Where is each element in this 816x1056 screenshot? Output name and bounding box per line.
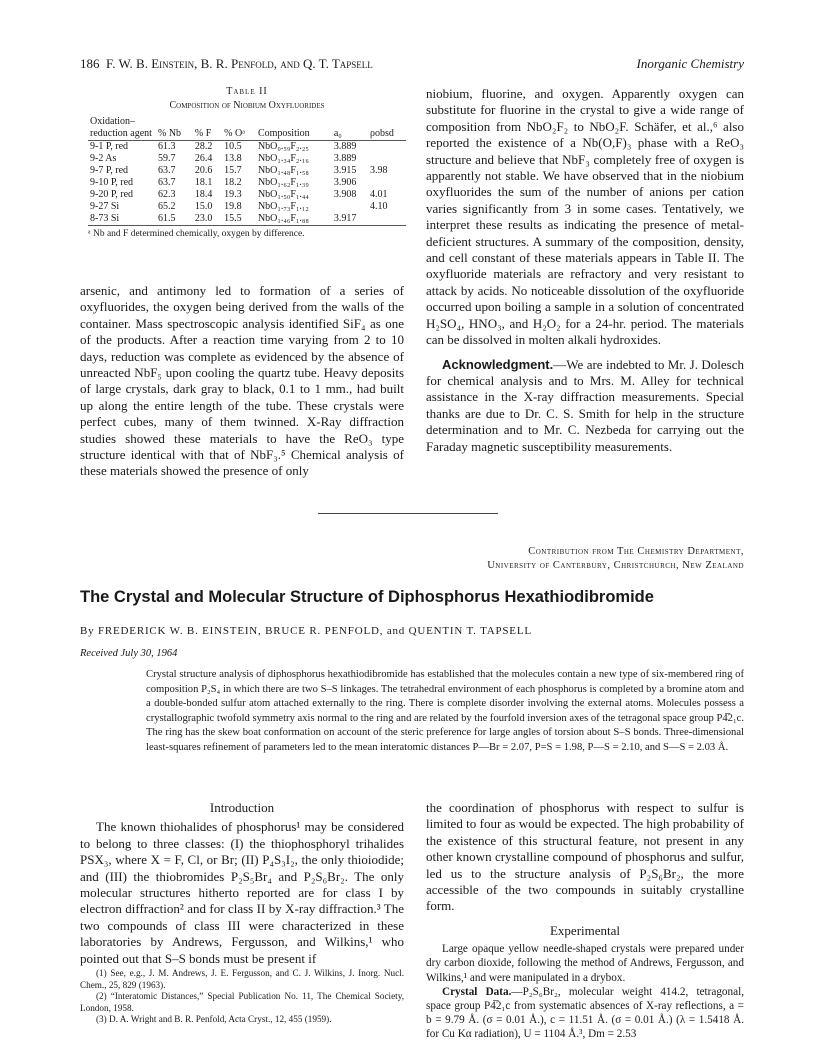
table-cell: 61.3 (158, 141, 176, 152)
footnote: (3) D. A. Wright and B. R. Penfold, Acta Cryst., 12, 455 (1959). (96, 1014, 332, 1025)
contribution-note (487, 545, 744, 573)
table-cell (332, 201, 368, 213)
left-column-bottom (80, 800, 404, 1026)
article-title: The Crystal and Molecular Structure of Diphosphorus Hexathiodibromide (80, 588, 654, 606)
table-cell: 3.98 (369, 165, 388, 176)
paragraph: niobium, fluorine, and oxygen. Apparently oxygen can substitute for fluorine in the crystal to give a wide range of composition from NbO₂F₂ to NbO₂F. Schäfer, et al.,⁶ also reported the existence of a Nb(O,F)₃ phase with a ReO₃ structure and believe that NbF₃ completely free of oxygen is apparently not stable. We have observed that in the niobium oxyfluorides the sum of the number of anions per cation varies significantly from 3 in some cases. Tentatively, we interpret these results as indicating the presence of metal-deficient structures. A summary of the composition, density, and cell constant of these materials appears in Table II. The oxyfluoride materials are refractory and very resistant to attack by acids. No noticeable dissolution of the oxyfluoride occurred upon boiling a sample in a solution of concentrated H₂SO₄, HNO₃, and H₂O₂ for a 24-hr. period. The materials can be dissolved in molten alkali hydroxides. (426, 86, 744, 348)
footnote: (1) See, e.g., J. M. Andrews, J. E. Fergusson, and C. J. Wilkins, J. Inorg. Nucl. Chem., 25, 829 (1963). (80, 968, 404, 990)
footnote: (2) “Interatomic Distances,” Special Publication No. 11, The Chemical Society, London, 1958. (80, 991, 404, 1013)
right-column-bottom (426, 800, 744, 1042)
byline: By FREDERICK W. B. EINSTEIN, BRUCE R. PENFOLD, and QUENTIN T. TAPSELL (80, 625, 532, 637)
table-cell: 4.01 (369, 189, 388, 200)
table-row (88, 201, 406, 213)
table-cell (368, 141, 406, 154)
table-cell: 61.5 (156, 213, 193, 226)
contribution-line-2: University of Canterbury, Christchurch, New Zealand (487, 560, 744, 571)
table-cell: 20.6 (194, 165, 213, 176)
table-cell: 3.889 (333, 141, 357, 152)
left-column-top (80, 283, 404, 480)
table-cell: 19.3 (224, 189, 242, 200)
table-cell: 3.908 (333, 189, 357, 200)
table-cell: 18.4 (194, 189, 213, 200)
column-header: % Oᵃ (222, 116, 256, 141)
table-cell: 9-20 P, red (90, 189, 134, 200)
column-header: ρobsd (368, 116, 406, 141)
table-cell: 28.2 (194, 141, 213, 152)
table-cell: NbO₁.₃₄F₂.₁₆ (257, 153, 309, 164)
table-cell: 18.1 (194, 177, 213, 188)
table-cell: NbO₁.₇₃F₁.₁₂ (257, 201, 309, 212)
table-cell: 62.3 (158, 189, 176, 200)
data-table (88, 116, 406, 226)
table-cell: 19.8 (224, 201, 242, 212)
table-cell: 15.5 (222, 213, 256, 226)
header-authors: F. W. B. Einstein, B. R. Penfold, and Q. T. Tapsell (106, 56, 373, 71)
crystal-data-heading: Crystal Data. (442, 985, 512, 998)
table-cell: 26.4 (194, 153, 213, 164)
table-cell: 3.889 (333, 153, 357, 164)
table-cell: 9-27 Si (90, 201, 120, 212)
table-cell: 63.7 (158, 165, 176, 176)
table-cell (368, 177, 406, 189)
table-row (88, 165, 406, 177)
table-header-row (88, 116, 406, 141)
table-cell (368, 213, 406, 226)
acknowledgment-paragraph (426, 357, 744, 455)
column-header: Oxidation–reduction agent (88, 116, 156, 141)
column-header: % Nb (156, 116, 193, 141)
composition-table (88, 86, 406, 239)
table-cell: 10.5 (224, 141, 242, 152)
paragraph: the coordination of phosphorus with respect to sulfur is limited to four as would be expected. The high probability of the existence of this structural feature, not present in any other known crystalline compound of phosphorus and sulfur, led us to the structure analysis of P₂S₆Br₂, the more accessible of the two compounds in suitably crystalline form. (426, 800, 744, 914)
table-cell: 59.7 (158, 153, 176, 164)
table-row (88, 153, 406, 165)
table-cell: NbO₁.₅₀F₁.₄₄ (257, 189, 309, 200)
table-cell: NbO₁.₄₆F₁.₈₈ (256, 213, 332, 226)
table-cell: 15.0 (194, 201, 213, 212)
contribution-line-1: Contribution from The Chemistry Department, (528, 546, 744, 557)
table-cell: 23.0 (193, 213, 222, 226)
section-divider (318, 513, 498, 514)
experimental-heading: Experimental (549, 922, 621, 938)
column-header: a₀ (332, 116, 368, 141)
table-cell: 9-10 P, red (90, 177, 134, 188)
crystal-data-text: —P₂S₆Br₂, molecular weight 414.2, tetragonal, space group P4̅2₁c from systematic absences of X-ray reflections, a = b = 9.79 Å. (σ = 0.01 Å.), c = 11.51 Å. (σ = 0.01 Å.) (λ = 1.5418 Å. for Cu Kα radiation), U = 1104 Å.³, Dm = 2.53 (426, 985, 744, 1041)
table-cell: 63.7 (158, 177, 176, 188)
table-title: Table II (226, 86, 268, 97)
abstract: Crystal structure analysis of diphosphorus hexathiodibromide has established that the molecules contain a new type of six-membered ring of composition P₂S₄ in which there are two S–S linkages. The tetrahedral environment of each phosphorus is completed by a bromine atom and a double-bonded sulfur atom attached externally to the ring. There is complete disorder involving the external atoms. Molecules possess a crystallographic twofold symmetry axis normal to the ring and are related by the fourfold inversion axes of the tetragonal space group P4̅2₁c. The ring has the skew boat conformation on account of the steric preference for large angles of torsion about S–S bonds. Three-dimensional least-squares refinement of parameters led to the mean interatomic distances P—Br = 2.07, P=S = 1.98, P—S = 2.10, and S—S = 2.03 Å. (146, 669, 744, 753)
acknowledgment-text: —We are indebted to Mr. J. Dolesch for chemical analysis and to Mrs. M. Alley for technical assistance in the X-ray diffraction measurements. Special thanks are due to Dr. C. S. Smith for help in the structure determination and to Mr. C. Nezbeda for carrying out the Faraday magnetic susceptibility measurements. (426, 356, 744, 454)
table-cell: 65.2 (158, 201, 176, 212)
table-row (88, 177, 406, 189)
footnotes (80, 968, 404, 1026)
crystal-data-paragraph (426, 985, 744, 1042)
introduction-text: The known thiohalides of phosphorus¹ may be considered to belong to three classes: (I) the thiophosphoryl trihalides PSX₃, where X = F, Cl, or Br; (II) P₄S₃I₂, the only thioiodide; and (III) the thiobromides P₂S₅Br₄ and P₂S₆Br₂. The only molecular structures hitherto reported are for class I by electron diffraction² and for class II by X-ray diffraction.³ The two compounds of class III were characterized in these laboratories by Andrews, Fergusson, and Wilkins,¹ who pointed out that S–S bonds must be present if (80, 819, 404, 966)
running-header (80, 56, 744, 74)
table-cell: NbO₀.₅₉F₂.₂₅ (257, 141, 309, 152)
paragraph: arsenic, and antimony led to formation of a series of oxyfluorides, the oxygen being derived from the walls of the container. Mass spectroscopic analysis identified SiF₄ as one of the products. After a reaction time varying from 2 to 10 days, reduction was complete as evidenced by the absence of unreacted NbF₅ upon cooling the quartz tube. Heavy deposits of large crystals, dark gray to black, 0.1 to 1 mm., had built up along the entire length of the tube. These crystals were perfect cubes, many of them twinned. X-Ray diffraction studies showed these materials to have the ReO₃ type structure identical with that of NbF₃.⁵ Chemical analysis of these materials showed the presence of only (80, 283, 404, 479)
table-cell: 4.10 (369, 201, 388, 212)
table-row (88, 213, 406, 226)
table-cell: 3.917 (332, 213, 368, 226)
page-number: 186 (80, 56, 100, 71)
acknowledgment-heading: Acknowledgment. (442, 356, 554, 372)
table-cell: 9-1 P, red (90, 141, 129, 152)
table-cell (368, 153, 406, 165)
table-cell: 8-73 Si (88, 213, 156, 226)
table-cell: 9-2 As (90, 153, 117, 164)
table-row (88, 141, 406, 154)
table-cell: 18.2 (224, 177, 242, 188)
right-column-top (426, 86, 744, 455)
table-cell: 13.8 (224, 153, 242, 164)
table-cell: NbO₁.₄₈F₁.₅₈ (257, 165, 309, 176)
table-cell: 3.915 (333, 165, 357, 176)
experimental-text: Large opaque yellow needle-shaped crystals were prepared under dry carbon dioxide, following the method of Andrews, Fergusson, and Wilkins,¹ and were manipulated in a drybox. (426, 943, 744, 984)
table-subtitle: Composition of Niobium Oxyfluorides (169, 100, 325, 111)
column-header: Composition (256, 116, 332, 141)
table-cell: NbO₁.₆₂F₁.₃₉ (257, 177, 309, 188)
table-row (88, 189, 406, 201)
table-cell: 15.7 (224, 165, 242, 176)
journal-name: Inorganic Chemistry (636, 56, 744, 71)
column-header: % F (193, 116, 222, 141)
received-date: Received July 30, 1964 (80, 648, 178, 659)
table-cell: 9-7 P, red (90, 165, 129, 176)
introduction-heading: Introduction (209, 800, 275, 815)
table-body (88, 141, 406, 226)
table-cell: 3.906 (333, 177, 357, 188)
table-footnote: ᵃ Nb and F determined chemically, oxygen by difference. (88, 229, 305, 239)
